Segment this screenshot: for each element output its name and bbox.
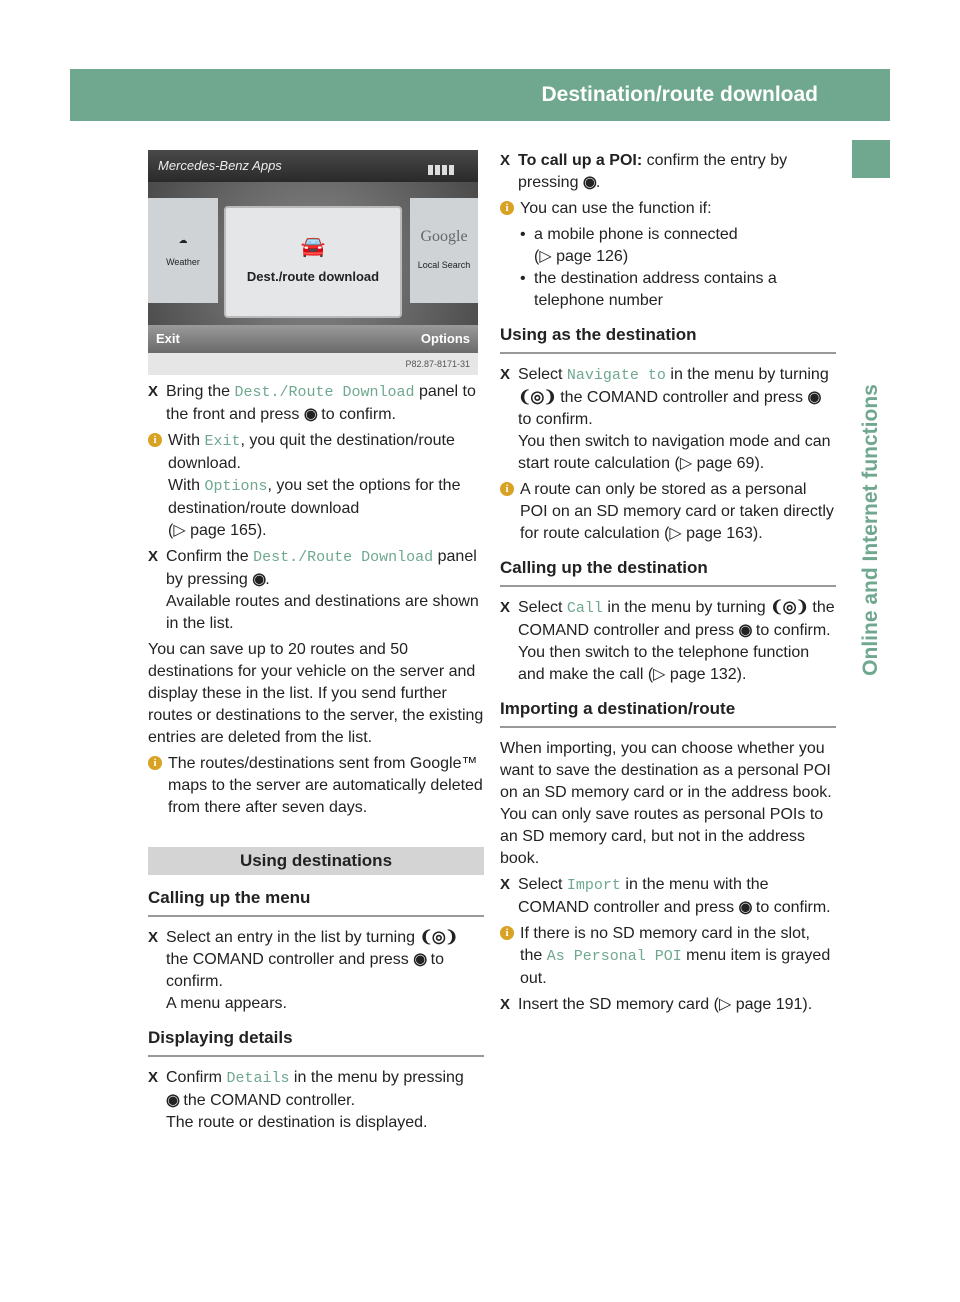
paragraph-save-routes: You can save up to 20 routes and 50 destinations for your vehicle on the server and display these in the list. If you send further routes or destinations to the server, the existing entries are deleted from the list. bbox=[148, 641, 484, 746]
chapter-tab bbox=[852, 140, 890, 178]
step-call-poi: X To call up a POI: confirm the entry by pressing ◉. bbox=[500, 150, 836, 194]
screen-title-text: Mercedes-Benz Apps bbox=[158, 158, 282, 173]
info-icon: i bbox=[148, 756, 162, 770]
info-exit-options: i With Exit, you quit the destination/route download. With Options, you set the options for the destination/route download (▷ page 165). bbox=[148, 430, 484, 542]
car-icon: 🚘 bbox=[300, 236, 326, 258]
weather-icon: ☁ bbox=[178, 234, 188, 245]
page-number: 163 bbox=[910, 85, 941, 105]
display-screenshot bbox=[148, 150, 478, 375]
section-heading: Using destinations bbox=[148, 847, 484, 875]
screen-softkeys bbox=[148, 325, 478, 353]
info-no-sd-card: i If there is no SD memory card in the slot, the As Personal POI menu item is grayed out. bbox=[500, 923, 836, 990]
info-icon: i bbox=[148, 433, 162, 447]
step-confirm-details: X Confirm Details in the menu by pressing ◉ the COMAND controller. The route or destination is displayed. bbox=[148, 1067, 484, 1134]
info-icon: i bbox=[500, 926, 514, 940]
subheading-details: Displaying details bbox=[148, 1027, 484, 1057]
running-title: Destination/route download bbox=[541, 83, 818, 106]
signal-icon bbox=[428, 160, 468, 170]
bullet-phone: • a mobile phone is connected (▷ page 126) bbox=[520, 224, 836, 268]
press-icon: ◉ bbox=[738, 899, 752, 916]
press-icon: ◉ bbox=[807, 389, 821, 406]
dest-route-download-tile bbox=[224, 206, 402, 318]
dest-route-download-label: Dest./route download bbox=[246, 269, 380, 284]
step-insert-sd: X Insert the SD memory card (▷ page 191). bbox=[500, 994, 836, 1016]
left-column bbox=[148, 150, 484, 1138]
press-icon: ◉ bbox=[252, 571, 266, 588]
weather-tile bbox=[148, 198, 218, 303]
screen-title bbox=[148, 150, 478, 182]
subheading-calling-destination: Calling up the destination bbox=[500, 557, 836, 587]
menu-term: Dest./Route Download bbox=[234, 384, 415, 401]
step-navigate-to: X Select Navigate to in the menu by turning ❨◎❩ the COMAND controller and press ◉ to confirm. You then switch to navigation mode and can start route calculation (▷ page 69). bbox=[500, 364, 836, 475]
paragraph-importing: When importing, you can choose whether you want to save the destination as a personal POI on an SD memory card or in the address book. You can only save routes as personal POIs to an SD memory card, but not in the address book. bbox=[500, 740, 832, 867]
chapter-label-text: Online and Internet functions bbox=[859, 384, 882, 676]
step-select-entry: X Select an entry in the list by turning ❨◎❩ the COMAND controller and press ◉ to confirm. A menu appears. bbox=[148, 927, 484, 1015]
local-search-label: Local Search bbox=[417, 259, 471, 270]
turn-icon: ❨◎❩ bbox=[419, 929, 458, 946]
google-logo: Google bbox=[420, 227, 468, 245]
subheading-calling-menu: Calling up the menu bbox=[148, 887, 484, 917]
press-icon: ◉ bbox=[303, 406, 317, 423]
bullet-address: • the destination address contains a telephone number bbox=[520, 268, 836, 312]
press-icon: ◉ bbox=[582, 174, 596, 191]
figure-code: P82.87-8171-31 bbox=[148, 353, 478, 375]
press-icon: ◉ bbox=[413, 951, 427, 968]
chapter-label bbox=[852, 260, 890, 800]
press-icon: ◉ bbox=[166, 1092, 179, 1109]
press-icon: ◉ bbox=[738, 622, 752, 639]
info-google-maps: i The routes/destinations sent from Google™ maps to the server are automatically deleted from there after seven days. bbox=[148, 753, 484, 819]
options-softkey: Options bbox=[420, 331, 470, 346]
weather-label: Weather bbox=[166, 256, 200, 267]
header-separator bbox=[902, 75, 904, 115]
right-column bbox=[500, 150, 836, 1020]
step-import: X Select Import in the menu with the COMAND controller and press ◉ to confirm. bbox=[500, 874, 836, 919]
turn-icon: ❨◎❩ bbox=[770, 599, 808, 616]
subheading-importing: Importing a destination/route bbox=[500, 698, 836, 728]
info-icon: i bbox=[500, 201, 514, 215]
local-search-tile bbox=[410, 198, 478, 303]
exit-softkey: Exit bbox=[156, 331, 180, 346]
step-confirm-panel: X Confirm the Dest./Route Download panel by pressing ◉. Available routes and destinations are shown in the list. bbox=[148, 546, 484, 635]
turn-icon: ❨◎❩ bbox=[518, 389, 556, 406]
subheading-as-destination: Using as the destination bbox=[500, 324, 836, 354]
info-icon: i bbox=[500, 482, 514, 496]
info-function-if: i You can use the function if: bbox=[500, 198, 836, 220]
header-bar bbox=[70, 69, 941, 121]
step-bring-panel: X Bring the Dest./Route Download panel to the front and press ◉ to confirm. bbox=[148, 381, 484, 426]
info-route-stored: i A route can only be stored as a personal POI on an SD memory card or taken directly for route calculation (▷ page 163). bbox=[500, 479, 836, 545]
step-call: X Select Call in the menu by turning ❨◎❩ the COMAND controller and press ◉ to confirm. You then switch to the telephone function and make the call (▷ page 132). bbox=[500, 597, 836, 686]
